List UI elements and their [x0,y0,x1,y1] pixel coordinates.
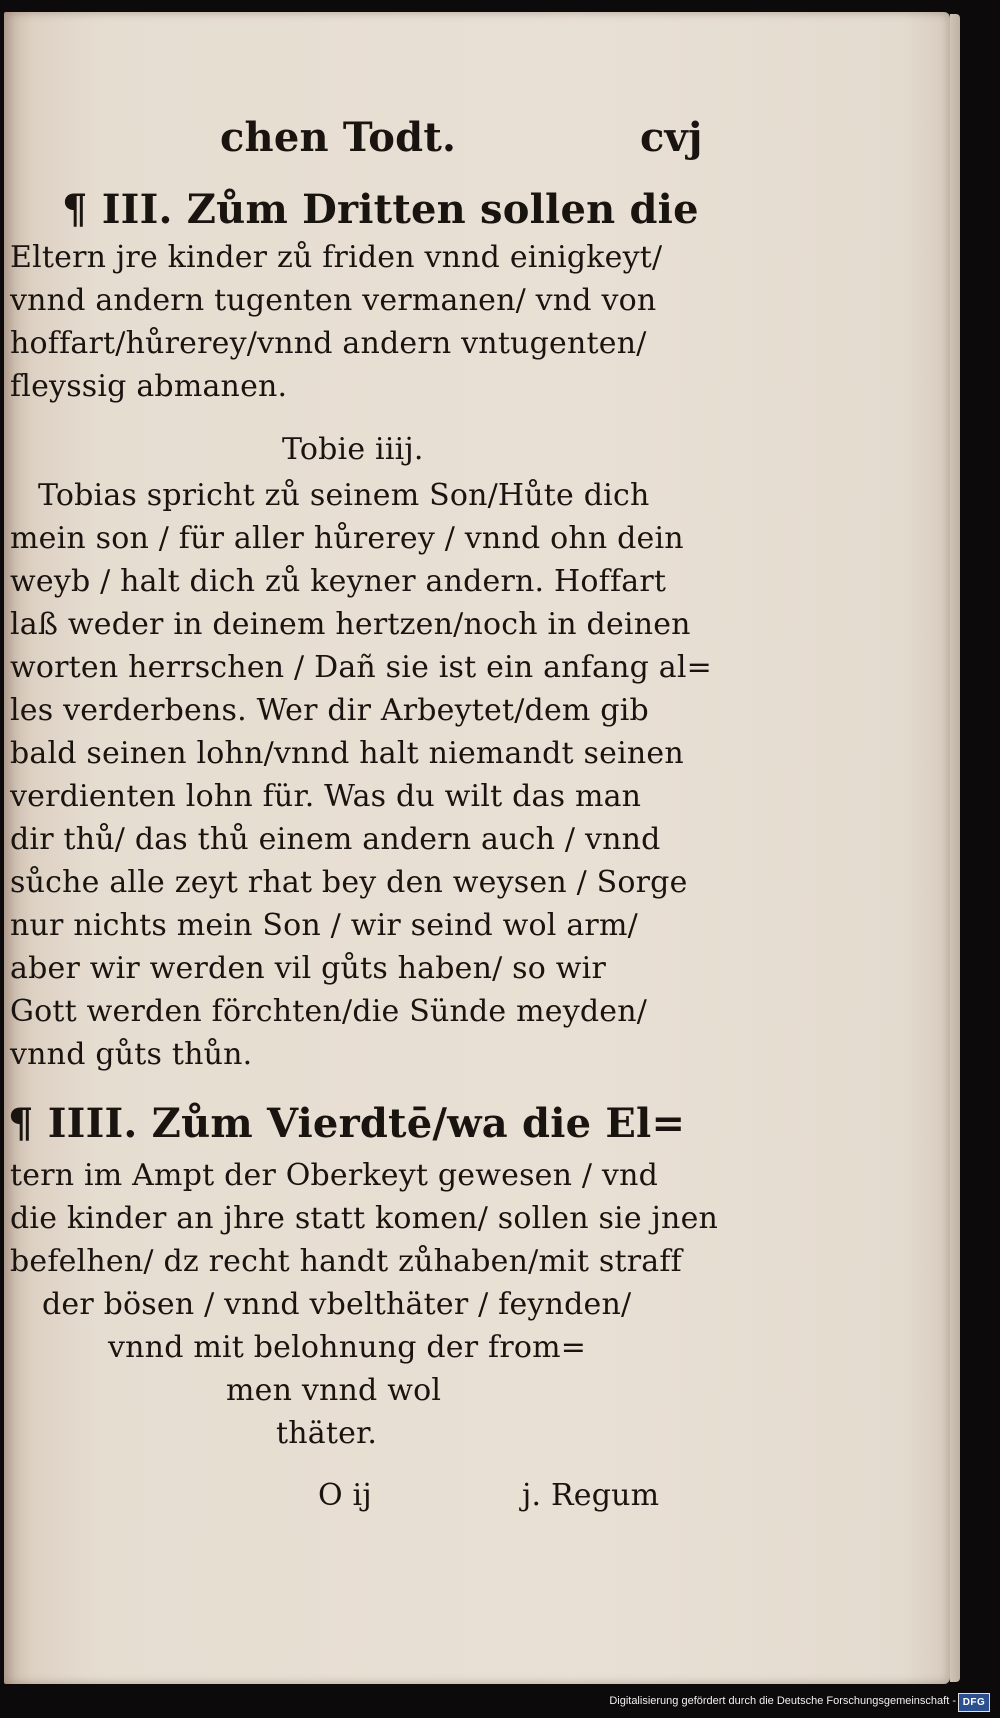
tobias-line: les verderbens. Wer dir Arbeytet/dem gib [10,693,649,728]
folio-number: cvj [640,114,703,161]
funding-credit: Digitalisierung gefördert durch die Deutsche Forschungsgemeinschaft - [609,1695,956,1707]
section4-heading: ¶ IIII. Zům Vierdtē/wa die El= [8,1100,686,1147]
section4-line: thäter. [276,1416,378,1451]
tobias-line: vnnd gůts thůn. [10,1037,253,1072]
signature-mark: O ij [318,1478,372,1513]
tobias-line: Gott werden förchten/die Sünde meyden/ [10,994,648,1029]
running-title: chen Todt. [220,114,457,161]
section4-line: tern im Ampt der Oberkeyt gewesen / vnd [10,1158,659,1193]
section4-line: befelhen/ dz recht handt zůhaben/mit straff [10,1244,682,1279]
section3-line: hoffart/hůrerey/vnnd andern vntugenten/ [10,326,647,361]
tobias-line: bald seinen lohn/vnnd halt niemandt seinen [10,736,684,771]
section4-line: vnnd mit belohnung der from= [108,1330,587,1365]
section4-line: men vnnd wol [226,1373,442,1408]
tobias-line: laß weder in deinem hertzen/noch in deinen [10,607,691,642]
tobias-line: nur nichts mein Son / wir seind wol arm/ [10,908,638,943]
tobias-line: verdienten lohn für. Was du wilt das man [10,779,642,814]
tobias-line: weyb / halt dich zů keyner andern. Hoffart [10,564,667,599]
tobias-line: mein son / für aller hůrerey / vnnd ohn dein [10,521,684,556]
section3-heading: ¶ III. Zům Dritten sollen die [62,186,699,233]
section3-line: vnnd andern tugenten vermanen/ vnd von [10,283,657,318]
page-edge [950,14,960,1682]
section3-line: Eltern jre kinder zů friden vnnd einigkeyt/ [10,240,663,275]
tobias-line: sůche alle zeyt rhat bey den weysen / Sorge [10,865,688,900]
tobias-line: aber wir werden vil gůts haben/ so wir [10,951,606,986]
tobias-line: worten herrschen / Dañ sie ist ein anfang al= [10,650,713,685]
dfg-logo: DFG [958,1693,990,1712]
footer-bar [0,1688,1000,1718]
citation-heading: Tobie iiij. [282,432,424,467]
tobias-line: Tobias spricht zů seinem Son/Hůte dich [38,478,650,513]
section3-line: fleyssig abmanen. [10,369,288,404]
catchword: j. Regum [522,1478,660,1513]
section4-line: der bösen / vnnd vbelthäter / feynden/ [42,1287,632,1322]
section4-line: die kinder an jhre statt komen/ sollen sie jnen [10,1201,719,1236]
tobias-line: dir thů/ das thů einem andern auch / vnnd [10,822,661,857]
